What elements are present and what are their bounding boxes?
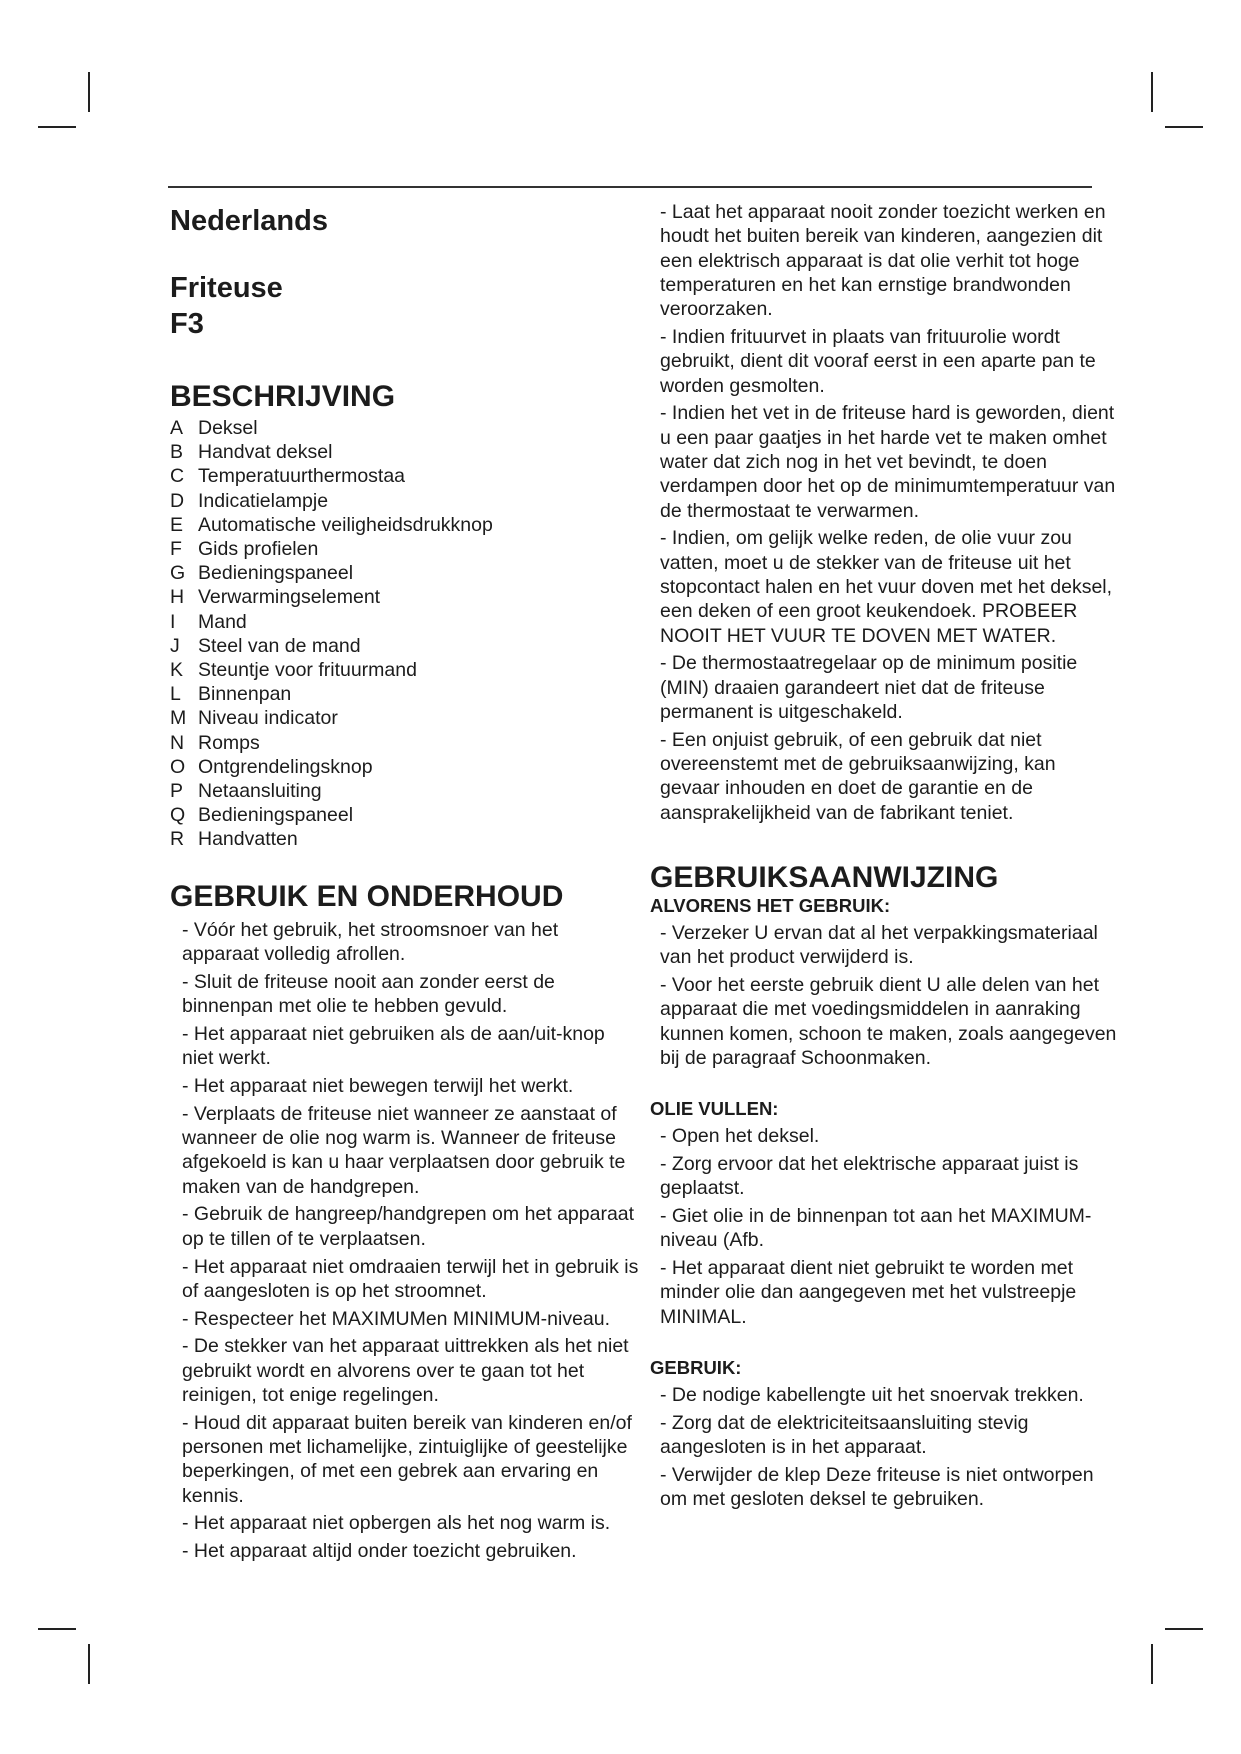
- description-text: Temperatuurthermostaa: [198, 465, 406, 488]
- description-text: Binnenpan: [198, 683, 292, 706]
- list-item: - Vóór het gebruik, het stroomsnoer van het apparaat volledig afrollen.: [182, 918, 559, 965]
- description-item: [170, 585, 640, 609]
- product-model: F3: [170, 308, 204, 340]
- description-letter: N: [170, 731, 185, 754]
- description-letter: D: [170, 489, 185, 512]
- description-letter: G: [170, 562, 186, 585]
- subhead-gebruik: GEBRUIK:: [650, 1357, 742, 1379]
- list-item: - Zorg ervoor dat het elektrische apparaat juist is geplaatst.: [660, 1153, 1079, 1200]
- list-item: - Open het deksel.: [660, 1125, 820, 1148]
- list-item: - Het apparaat altijd onder toezicht gebruiken.: [182, 1540, 577, 1563]
- list-item: - Verzeker U ervan dat al het verpakkingsmateriaal van het product verwijderd is.: [660, 921, 1098, 969]
- description-letter: K: [170, 659, 184, 682]
- list-item: - Het apparaat niet omdraaien terwijl het in gebruik is of aangesloten is op het stroomnet.: [182, 1255, 639, 1302]
- description-letter: E: [170, 513, 184, 536]
- list-item: - Houd dit apparaat buiten bereik van kinderen en/of personen met lichamelijke, zintuiglijke of geestelijke beperkingen, of met een gebrek aan ervaring en kennis.: [182, 1411, 632, 1507]
- list-item: - Indien het vet in de friteuse hard is geworden, dient u een paar gaatjes in het harde vet te maken omhet water dat zich nog in het vet bevindt, te doen verdampen door het op de minimumtemperatuur van de thermostaat te verwarmen.: [660, 402, 1116, 522]
- list-item: - Indien frituurvet in plaats van frituurolie wordt gebruikt, dient dit vooraf eerst in een aparte pan te worden gesmolten.: [660, 325, 1096, 397]
- description-text: Gids profielen: [198, 538, 319, 561]
- list-item: - Het apparaat dient niet gebruikt te worden met minder olie dan aangegeven met het vulstreepje MINIMAL.: [660, 1257, 1077, 1328]
- crop-mark-top-left-vertical: [88, 72, 90, 112]
- list-item: - Voor het eerste gebruik dient U alle delen van het apparaat die met voedingsmiddelen in aanraking kunnen komen, schoon te maken, zoals aangegeven bij de paragraaf Schoonmaken.: [660, 974, 1117, 1069]
- description-item: [170, 682, 640, 706]
- description-letter: B: [170, 441, 184, 464]
- description-text: Indicatielampje: [198, 489, 329, 512]
- list-item: - Giet olie in de binnenpan tot aan het MAXIMUM-niveau (Afb.: [660, 1205, 1092, 1252]
- list-item: - Verplaats de friteuse niet wanneer ze aanstaat of wanneer de olie nog warm is. Wanneer de friteuse afgekoeld is kan u haar verplaatsen door gebruik te maken van de handgrepen.: [182, 1102, 626, 1198]
- description-item: [170, 755, 640, 779]
- description-item: [170, 731, 640, 755]
- description-item: [170, 464, 640, 488]
- section-title-beschrijving: BESCHRIJVING: [170, 380, 396, 413]
- crop-mark-bottom-right-vertical: [1151, 1644, 1153, 1684]
- description-item: [170, 489, 640, 513]
- description-text: Ontgrendelingsknop: [198, 755, 373, 778]
- crop-mark-bottom-left-vertical: [88, 1644, 90, 1684]
- list-item: - Laat het apparaat nooit zonder toezicht werken en houdt het buiten bereik van kinderen, aangezien dit een elektrisch apparaat is dat olie verhit tot hoge temperaturen en het kan ernstige brandwonden veroorzaken.: [660, 201, 1106, 321]
- description-text: Romps: [198, 731, 260, 754]
- crop-mark-top-right-vertical: [1151, 72, 1153, 112]
- list-item: - Indien, om gelijk welke reden, de olie vuur zou vatten, moet u de stekker van de friteuse uit het stopcontact halen en het vuur doven met het deksel, een deken of een groot keukendoek. PROBEER NOOIT HET VUUR TE DOVEN MET WATER.: [660, 527, 1113, 647]
- crop-mark-top-right-horizontal: [1165, 126, 1203, 128]
- description-text: Handvatten: [198, 828, 298, 851]
- left-column: [170, 200, 640, 1567]
- gebruik-list: [650, 1383, 1120, 1511]
- description-letter: I: [170, 610, 176, 633]
- list-item: - Het apparaat niet opbergen als het nog warm is.: [182, 1512, 611, 1535]
- description-item: [170, 513, 640, 537]
- olie-vullen-list: [650, 1124, 1120, 1329]
- list-item: - Een onjuist gebruik, of een gebruik dat niet overeenstemt met de gebruiksaanwijzing, kan gevaar inhouden en doet de garantie en de aansprakelijkheid van de fabrikant teniet.: [660, 728, 1056, 824]
- list-item: - Het apparaat niet bewegen terwijl het werkt.: [182, 1074, 574, 1097]
- safety-continued-list: [650, 200, 1120, 825]
- description-text: Bedieningspaneel: [198, 804, 354, 827]
- description-item: [170, 658, 640, 682]
- description-text: Automatische veiligheidsdrukknop: [198, 513, 493, 536]
- list-item: - Respecteer het MAXIMUMen MINIMUM-niveau.: [182, 1307, 611, 1330]
- right-column: [650, 200, 1120, 1515]
- description-item: [170, 416, 640, 440]
- description-item: [170, 634, 640, 658]
- description-list: [170, 416, 640, 852]
- description-item: [170, 779, 640, 803]
- description-letter: R: [170, 828, 185, 851]
- description-text: Steuntje voor frituurmand: [198, 659, 417, 682]
- section-title-gebruik-en-onderhoud: GEBRUIK EN ONDERHOUD: [170, 879, 564, 913]
- description-text: Bedieningspaneel: [198, 562, 354, 585]
- description-letter: F: [170, 538, 182, 561]
- description-item: [170, 827, 640, 851]
- list-item: - Zorg dat de elektriciteitsaansluiting stevig aangesloten is in het apparaat.: [660, 1411, 1029, 1459]
- subhead-olie-vullen: OLIE VULLEN:: [650, 1098, 779, 1120]
- description-letter: L: [170, 683, 181, 706]
- description-item: [170, 440, 640, 464]
- subhead-alvorens: ALVORENS HET GEBRUIK:: [650, 894, 891, 916]
- description-letter: C: [170, 465, 185, 488]
- list-item: - Sluit de friteuse nooit aan zonder eerst de binnenpan met olie te hebben gevuld.: [182, 970, 555, 1018]
- crop-mark-top-left-horizontal: [38, 126, 76, 128]
- product-title: Friteuse: [170, 272, 283, 304]
- description-text: Niveau indicator: [198, 707, 338, 730]
- description-item: [170, 561, 640, 585]
- list-item: - Gebruik de hangreep/handgrepen om het apparaat op te tillen of te verplaatsen.: [182, 1203, 635, 1250]
- description-item: [170, 537, 640, 561]
- section-title-gebruiksaanwijzing: GEBRUIKSAANWIJZING: [650, 860, 999, 894]
- description-text: Netaansluiting: [198, 780, 322, 803]
- description-letter: O: [170, 755, 186, 778]
- description-letter: J: [170, 634, 180, 657]
- list-item: - De thermostaatregelaar op de minimum positie (MIN) draaien garandeert niet dat de friteuse permanent is uitgeschakeld.: [660, 652, 1078, 723]
- list-item: - De nodige kabellengte uit het snoervak trekken.: [660, 1384, 1084, 1407]
- header-rule: [168, 186, 1092, 188]
- description-item: [170, 706, 640, 730]
- description-letter: M: [170, 707, 187, 730]
- alvorens-list: [650, 921, 1120, 1070]
- crop-mark-bottom-left-horizontal: [38, 1628, 76, 1630]
- description-text: Mand: [198, 610, 247, 633]
- description-letter: P: [170, 780, 184, 803]
- language-title: Nederlands: [170, 205, 328, 237]
- list-item: - Het apparaat niet gebruiken als de aan/uit-knop niet werkt.: [182, 1022, 605, 1070]
- description-letter: Q: [170, 804, 186, 827]
- description-text: Steel van de mand: [198, 634, 361, 657]
- description-letter: A: [170, 417, 184, 439]
- description-letter: H: [170, 586, 185, 609]
- description-item: [170, 803, 640, 827]
- list-item: - Verwijder de klep Deze friteuse is niet ontworpen om met gesloten deksel te gebruiken.: [660, 1463, 1094, 1511]
- list-item: - De stekker van het apparaat uittrekken als het niet gebruikt wordt en alvorens over te gaan tot het reinigen, tot enige regelingen.: [182, 1335, 629, 1406]
- description-text: Deksel: [198, 417, 258, 439]
- description-text: Handvat deksel: [198, 441, 333, 464]
- crop-mark-bottom-right-horizontal: [1165, 1628, 1203, 1630]
- description-text: Verwarmingselement: [198, 586, 381, 609]
- description-item: [170, 610, 640, 634]
- gebruik-onderhoud-list: [170, 918, 640, 1564]
